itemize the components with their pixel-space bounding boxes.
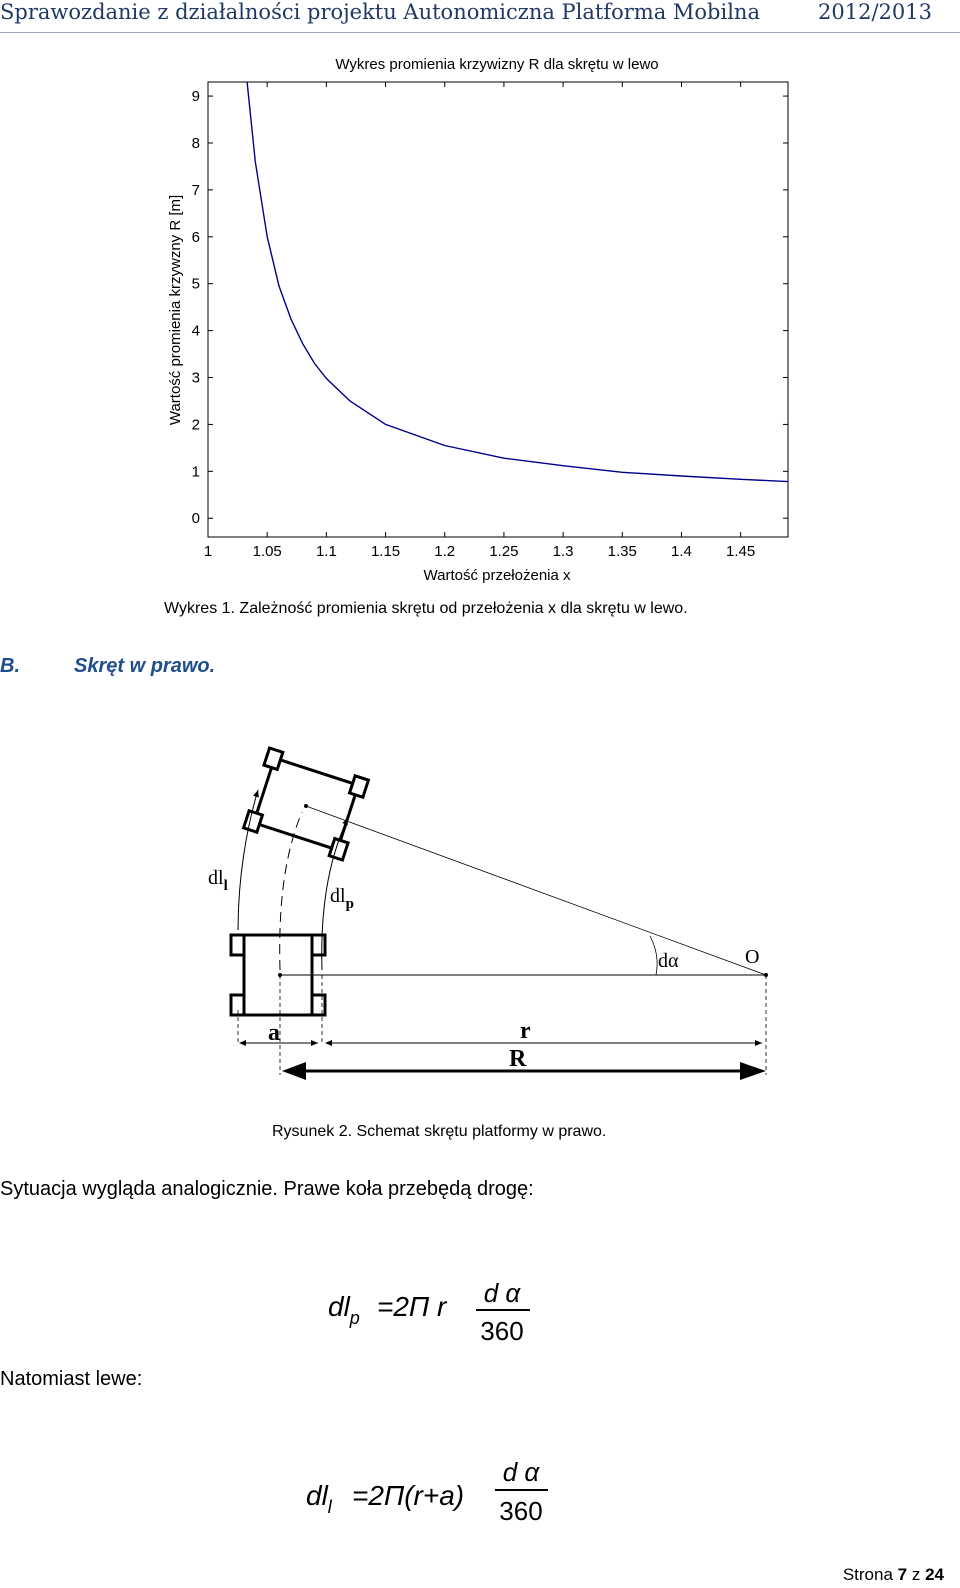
chart-caption: Wykres 1. Zależność promienia skrętu od przełożenia x dla skrętu w lewo. bbox=[164, 600, 688, 617]
formula2-num: d α bbox=[502, 1457, 540, 1487]
x-tick-label: 1.1 bbox=[315, 543, 337, 560]
y-tick-label: 8 bbox=[191, 134, 200, 152]
label-dl-left-main: dl bbox=[208, 867, 224, 889]
x-tick-label: 1.25 bbox=[489, 543, 519, 560]
label-dl-right-sub: p bbox=[345, 896, 354, 912]
page-header-year: 2012/2013 bbox=[818, 0, 932, 24]
y-tick-label: 1 bbox=[191, 463, 200, 481]
formula1-den: 360 bbox=[480, 1316, 524, 1346]
dim-R-arrow-left bbox=[282, 1062, 306, 1080]
formula2-lhs bbox=[306, 1480, 333, 1517]
turn-schematic bbox=[200, 735, 800, 1095]
footer-prefix: Strona bbox=[842, 1565, 893, 1584]
label-dl-right bbox=[330, 885, 354, 912]
chart-plot-frame bbox=[208, 82, 788, 537]
y-tick-label: 0 bbox=[191, 510, 200, 528]
figure2-caption: Rysunek 2. Schemat skrętu platformy w prawo. bbox=[272, 1123, 607, 1140]
formula-left bbox=[300, 1455, 560, 1535]
label-dl-left bbox=[208, 867, 228, 894]
footer-separator: z bbox=[911, 1565, 921, 1584]
header-divider bbox=[0, 32, 960, 33]
section-title: Skręt w prawo. bbox=[74, 655, 216, 677]
x-tick-label: 1.15 bbox=[370, 543, 401, 560]
y-tick-label: 7 bbox=[191, 181, 200, 199]
paragraph-left-wheels: Natomiast lewe: bbox=[0, 1368, 143, 1390]
label-R: R bbox=[509, 1046, 527, 1072]
formula2-lhs-sub: l bbox=[327, 1497, 332, 1517]
dim-R-arrow-right bbox=[740, 1062, 766, 1080]
label-r: r bbox=[520, 1018, 531, 1044]
angle-arc bbox=[650, 936, 657, 975]
page-header-title: Sprawozdanie z działalności projektu Autonomiczna Platforma Mobilna bbox=[0, 0, 760, 24]
formula2-lhs-main: dl bbox=[306, 1480, 328, 1511]
x-tick-label: 1.05 bbox=[252, 543, 282, 560]
formula1-num: d α bbox=[483, 1278, 521, 1308]
y-tick-label: 2 bbox=[191, 416, 200, 434]
radius-chart bbox=[150, 40, 810, 600]
y-tick-label: 6 bbox=[191, 228, 200, 246]
footer-total-pages: 24 bbox=[925, 1565, 944, 1584]
formula2-rhs: =2Π(r+a) bbox=[352, 1480, 465, 1511]
x-tick-label: 1.45 bbox=[726, 543, 756, 560]
x-tick-label: 1.2 bbox=[434, 543, 456, 560]
x-tick-label: 1.35 bbox=[607, 543, 637, 560]
y-tick-label: 4 bbox=[191, 322, 200, 340]
chart-x-label: Wartość przełożenia x bbox=[423, 567, 571, 584]
formula1-lhs bbox=[328, 1291, 360, 1328]
label-dl-right-main: dl bbox=[330, 885, 346, 907]
label-dalpha: dα bbox=[658, 950, 679, 972]
x-tick-label: 1.3 bbox=[552, 543, 574, 560]
footer-page-number: 7 bbox=[897, 1565, 908, 1584]
section-letter: B. bbox=[0, 655, 20, 677]
x-tick-label: 1.4 bbox=[671, 543, 692, 560]
chart-title: Wykres promienia krzywizny R dla skrętu w lewo bbox=[335, 56, 659, 73]
formula1-lhs-sub: p bbox=[349, 1308, 360, 1328]
formula1-rhs: =2Π r bbox=[377, 1291, 447, 1322]
chart-y-label: Wartość promienia krzywzny R [m] bbox=[167, 194, 184, 426]
formula2-den: 360 bbox=[499, 1496, 543, 1526]
page-footer bbox=[843, 1565, 944, 1585]
label-a: a bbox=[268, 1020, 280, 1046]
label-dl-left-sub: l bbox=[223, 878, 228, 894]
radius-line-rotated bbox=[306, 806, 766, 975]
y-tick-label: 5 bbox=[191, 275, 200, 293]
formula-right bbox=[320, 1275, 560, 1355]
paragraph-right-wheels: Sytuacja wygląda analogicznie. Prawe koła przebędą drogę: bbox=[0, 1178, 534, 1200]
x-tick-label: 1 bbox=[203, 543, 213, 560]
y-tick-label: 3 bbox=[191, 369, 200, 387]
label-O: O bbox=[745, 946, 760, 968]
center-dot-rotated bbox=[304, 804, 308, 808]
y-tick-label: 9 bbox=[191, 88, 200, 106]
formula1-lhs-main: dl bbox=[328, 1291, 350, 1322]
